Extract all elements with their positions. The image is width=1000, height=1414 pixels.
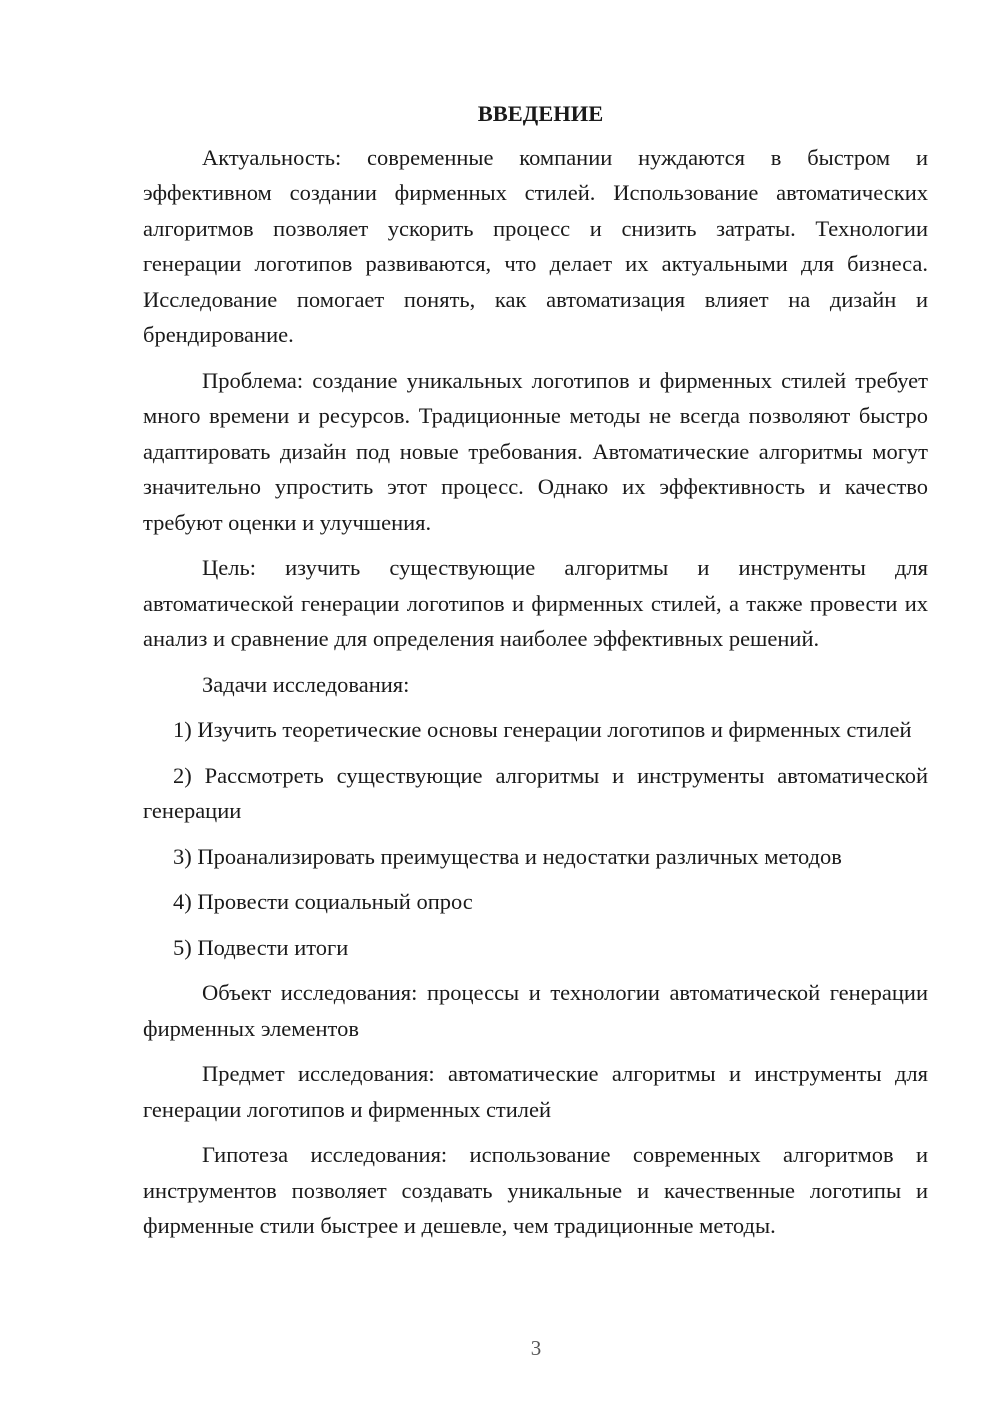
task-item-5: 5) Подвести итоги (173, 934, 349, 960)
tasks-heading: Задачи исследования: (202, 671, 410, 697)
paragraph-goal: Цель: изучить существующие алгоритмы и инструменты для автоматической генерации логотипов и фирменных стилей, а также провести их анализ и сравнение для определения наиболее эффективных решений. (143, 555, 928, 651)
paragraph-hypothesis: Гипотеза исследования: использование современных алгоритмов и инструментов позволяет создавать уникальные и качественные логотипы и фирменные стили быстрее и дешевле, чем традиционные методы. (143, 1142, 928, 1238)
page-number: 3 (530, 1336, 542, 1360)
task-item-3: 3) Проанализировать преимущества и недостатки различных методов (173, 843, 842, 869)
paragraph-problem: Проблема: создание уникальных логотипов и фирменных стилей требует много времени и ресурсов. Традиционные методы не всегда позволяют быстро адаптировать дизайн под новые требования. Автоматические алгоритмы могут значительно упростить этот процесс. Однако их эффективность и качество требуют оценки и улучшения. (143, 367, 928, 535)
page-content (143, 96, 928, 1254)
task-item-1: 1) Изучить теоретические основы генерации логотипов и фирменных стилей (173, 717, 912, 742)
page-title: ВВЕДЕНИЕ (477, 101, 604, 126)
paragraph-subject: Предмет исследования: автоматические алгоритмы и инструменты для генерации логотипов и фирменных стилей (143, 1061, 928, 1122)
paragraph-object: Объект исследования: процессы и технологии автоматической генерации фирменных элементов (143, 980, 928, 1041)
paragraph-relevance: Актуальность: современные компании нуждаются в быстром и эффективном создании фирменных стилей. Использование автоматических алгоритмов позволяет ускорить процесс и снизить затраты. Технологии генерации логотипов развиваются, что делает их актуальными для бизнеса. Исследование помогает понять, как автоматизация влияет на дизайн и брендирование. (143, 144, 928, 347)
task-item-4: 4) Провести социальный опрос (173, 889, 473, 914)
task-item-2: 2) Рассмотреть существующие алгоритмы и инструменты автоматической генерации (143, 762, 928, 823)
